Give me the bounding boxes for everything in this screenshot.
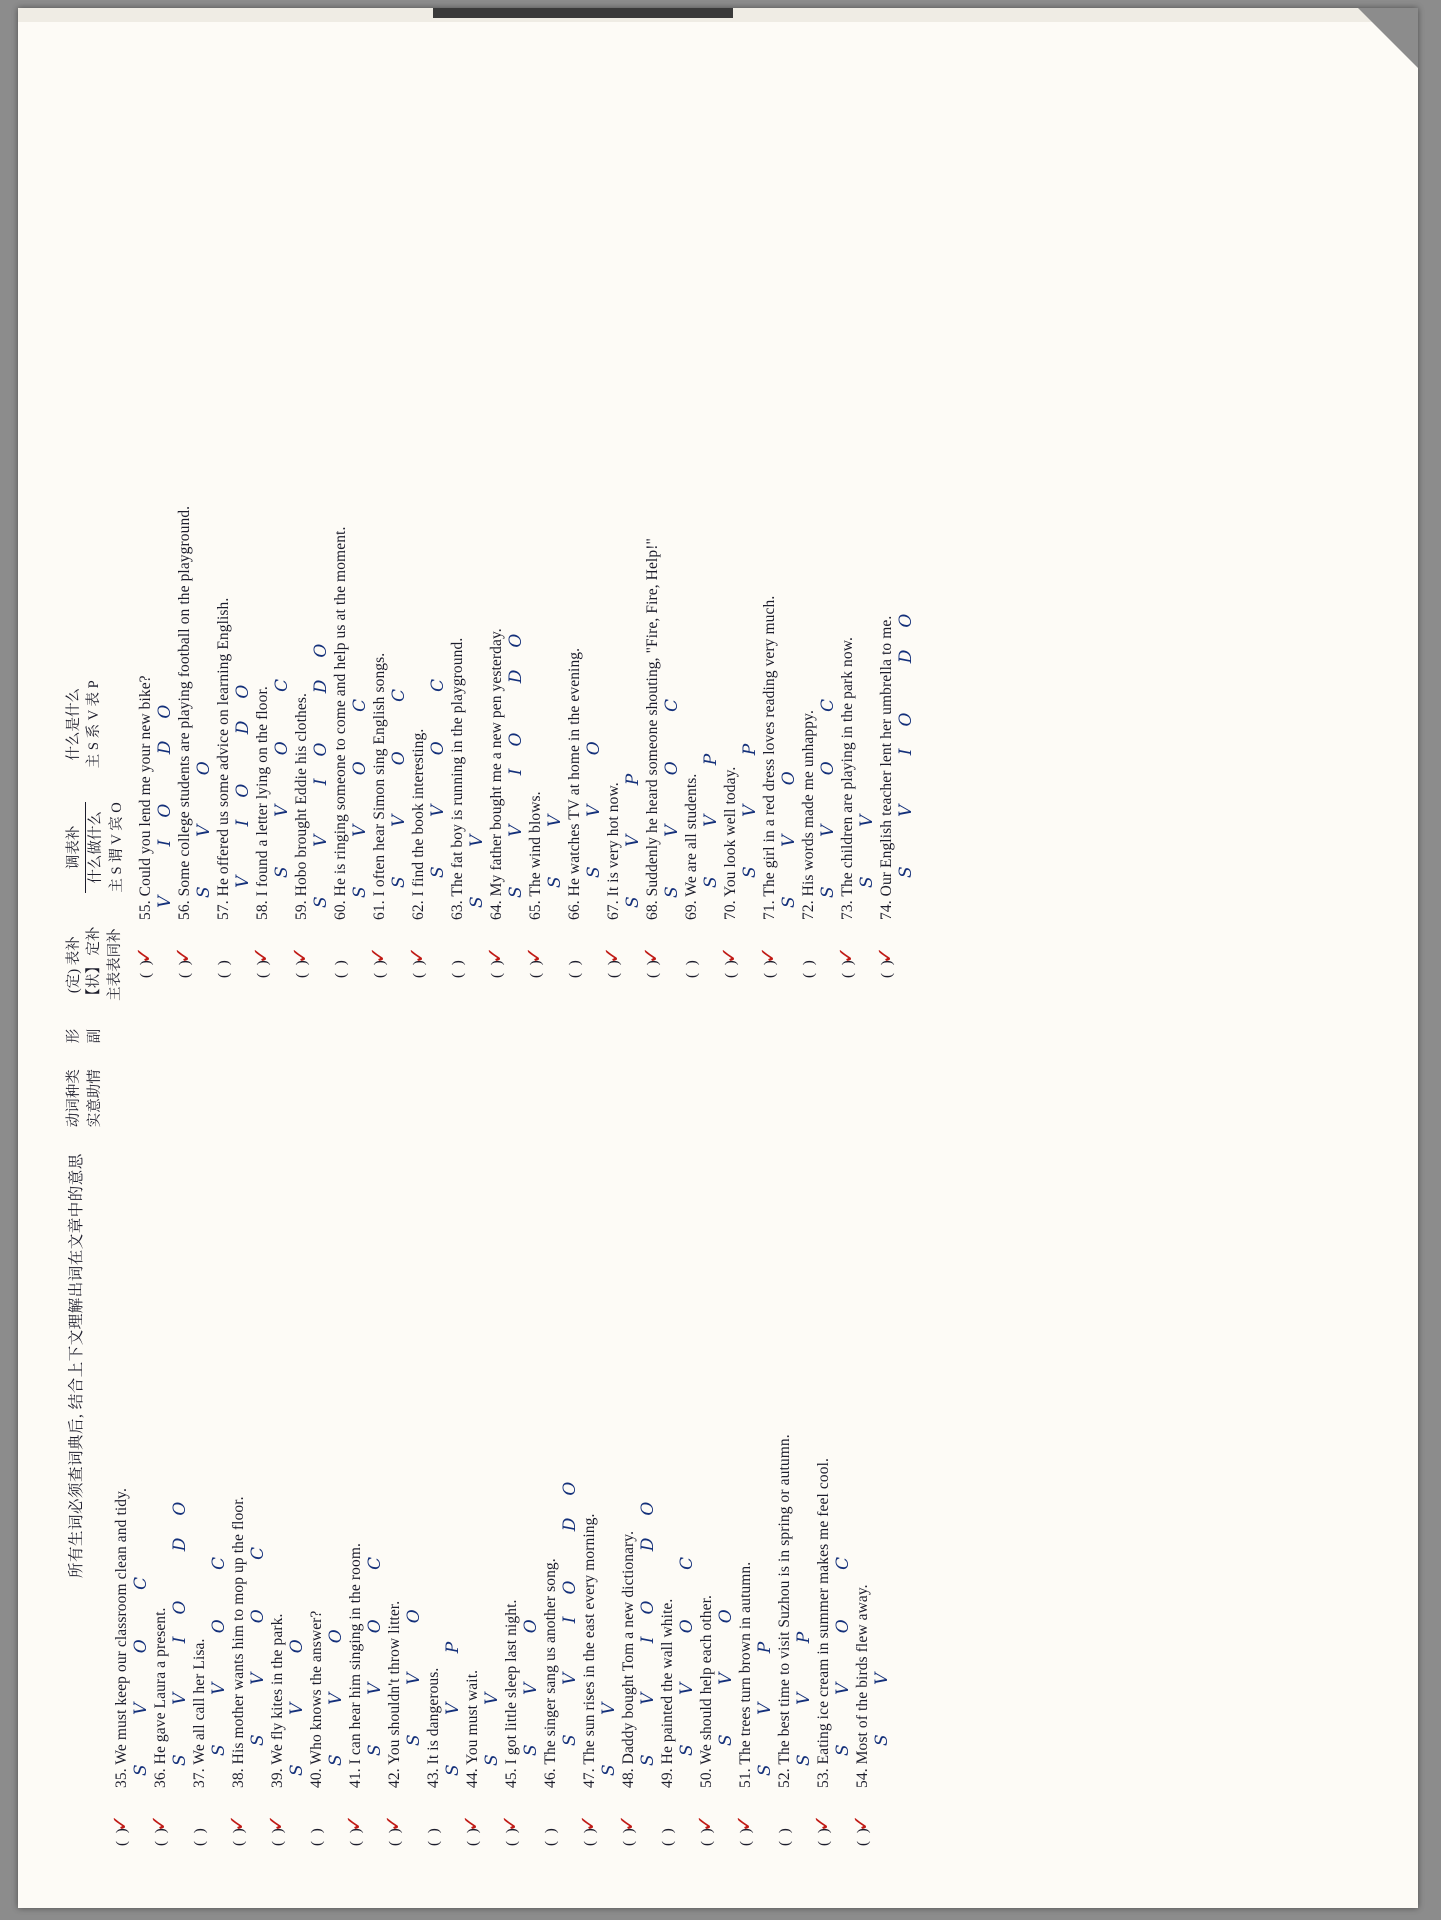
- question-text: 65. The wind blows.: [527, 791, 544, 920]
- red-check-mark-icon: ✓: [171, 946, 195, 964]
- answer-parenthesis[interactable]: ( ): [879, 958, 895, 978]
- red-check-mark-icon: ✓: [756, 946, 780, 964]
- header-category-line-0: 动词种类: [66, 1069, 82, 1128]
- answer-parenthesis[interactable]: ( ): [699, 1826, 715, 1846]
- red-check-mark-icon: ✓: [225, 1814, 249, 1832]
- handwritten-pattern-mark: S V: [599, 1680, 619, 1776]
- red-check-mark-icon: ✓: [342, 1814, 366, 1832]
- question-text: 61. I often hear Simon sing English songs.: [371, 652, 388, 920]
- question-row: [225, 1016, 270, 1846]
- question-text: 62. I find the book interesting.: [410, 728, 427, 920]
- answer-parenthesis[interactable]: ( ): [177, 958, 193, 978]
- question-text: 36. He gave Laura a present.: [152, 1607, 169, 1788]
- question-text: 59. Hobo brought Eddie his clothes.: [293, 693, 310, 920]
- answer-parenthesis[interactable]: ( ): [333, 958, 349, 978]
- handwritten-pattern-mark: S V: [545, 792, 565, 888]
- question-text: 43. It is dangerous.: [425, 1667, 442, 1788]
- red-check-mark-icon: ✓: [264, 1814, 288, 1832]
- handwritten-pattern-mark: S V IO DO: [506, 611, 526, 898]
- answer-parenthesis[interactable]: ( ): [723, 958, 739, 978]
- question-row: [600, 148, 645, 978]
- handwritten-pattern-mark: S V O: [716, 1587, 736, 1746]
- question-text: 49. He painted the wall white.: [659, 1598, 676, 1788]
- red-check-mark-icon: ✓: [873, 946, 897, 964]
- question-row: [366, 148, 411, 978]
- header-category: [64, 1069, 106, 1127]
- question-text: 64. My father bought me a new pen yesterday.: [488, 628, 505, 920]
- handwritten-pattern-mark: S V IO DO: [560, 1459, 580, 1746]
- question-row: [483, 148, 528, 978]
- answer-parenthesis[interactable]: ( ): [684, 958, 700, 978]
- question-text: 48. Daddy bought Tom a new dictionary.: [620, 1530, 637, 1788]
- answer-parenthesis[interactable]: ( ): [777, 1826, 793, 1846]
- handwritten-pattern-mark: S V P: [701, 731, 721, 888]
- header-column-0: [64, 927, 125, 1003]
- question-row: [873, 148, 918, 978]
- red-check-mark-icon: ✓: [693, 1814, 717, 1832]
- question-text: 51. The trees turn brown in autumn.: [737, 1561, 754, 1788]
- red-check-mark-icon: ✓: [381, 1814, 405, 1832]
- answer-parenthesis[interactable]: ( ): [255, 958, 271, 978]
- answer-parenthesis[interactable]: ( ): [348, 1826, 364, 1846]
- question-row: [801, 148, 840, 978]
- question-text: 44. You must wait.: [464, 1669, 481, 1788]
- handwritten-pattern-mark: S V: [482, 1670, 502, 1766]
- answer-parenthesis[interactable]: ( ): [801, 958, 817, 978]
- question-text: 38. His mother wants him to mop up the floor.: [230, 1496, 247, 1788]
- question-row: [450, 148, 489, 978]
- handwritten-pattern-mark: S V O C: [209, 1534, 229, 1756]
- header-col0-line2: 主表表同补: [106, 928, 123, 1001]
- question-text: 56. Some college students are playing football on the playground.: [176, 505, 193, 920]
- red-check-mark-icon: ✓: [639, 946, 663, 964]
- answer-parenthesis[interactable]: ( ): [309, 1826, 325, 1846]
- handwritten-pattern-mark: S V O: [404, 1587, 424, 1746]
- header-col2-line1: 主 S 系 V 表 P: [86, 680, 103, 769]
- question-row: [834, 148, 879, 978]
- answer-parenthesis[interactable]: ( ): [762, 958, 778, 978]
- question-row: [684, 148, 723, 978]
- question-row: [567, 148, 606, 978]
- red-check-mark-icon: ✓: [849, 1814, 873, 1832]
- answer-parenthesis[interactable]: ( ): [582, 1826, 598, 1846]
- question-text: 69. We are all students.: [683, 773, 700, 920]
- answer-parenthesis[interactable]: ( ): [621, 1826, 637, 1846]
- answer-parenthesis[interactable]: ( ): [216, 958, 232, 978]
- handwritten-pattern-mark: S V O: [194, 739, 214, 898]
- answer-parenthesis[interactable]: ( ): [567, 958, 583, 978]
- answer-parenthesis[interactable]: ( ): [543, 1826, 559, 1846]
- header-col2-line0: 什么是什么: [66, 688, 82, 761]
- red-check-mark-icon: ✓: [132, 946, 156, 964]
- question-row: [288, 148, 333, 978]
- question-text: 63. The fat boy is running in the playground.: [449, 637, 466, 920]
- handwritten-pattern-mark: S V: [857, 792, 877, 888]
- question-text: 54. Most of the birds flew away.: [854, 1584, 871, 1788]
- red-check-mark-icon: ✓: [288, 946, 312, 964]
- handwritten-pattern-mark: S V P: [443, 1619, 463, 1776]
- question-text: 72. His words made me unhappy.: [800, 710, 817, 920]
- answer-parenthesis[interactable]: ( ): [660, 1826, 676, 1846]
- header-col0-line0: (定) 表补: [66, 936, 82, 994]
- handwritten-pattern-mark: V IO DO: [155, 682, 175, 908]
- questions-left-column: [108, 1016, 894, 1846]
- handwritten-pattern-mark: S V IO DO: [311, 621, 331, 908]
- question-row: [333, 148, 372, 978]
- question-text: 55. Could you lend me your new bike?: [137, 675, 154, 920]
- handwritten-pattern-mark: S V P: [740, 721, 760, 878]
- question-row: [849, 1016, 894, 1846]
- red-check-mark-icon: ✓: [366, 946, 390, 964]
- header-category-line-3: 副: [87, 1028, 104, 1044]
- answer-parenthesis[interactable]: ( ): [372, 958, 388, 978]
- header-col0-line1: 【状】 定补: [86, 926, 103, 1003]
- question-text: 71. The girl in a red dress loves reading very much.: [761, 595, 778, 920]
- question-text: 50. We should help each other.: [698, 1594, 715, 1788]
- handwritten-pattern-mark: S V O C: [248, 1524, 268, 1746]
- header-note: 所有生词必须查词典后, 结合上下文理解出词在文章中的意思: [68, 1153, 85, 1578]
- handwritten-pattern-mark: S V O: [326, 1607, 346, 1766]
- question-row: [147, 1016, 192, 1846]
- question-text: 45. I got little sleep last night.: [503, 1599, 520, 1788]
- question-row: [522, 148, 567, 978]
- question-text: 66. He watches TV at home in the evening.: [566, 647, 583, 920]
- question-text: 40. Who knows the answer?: [308, 1610, 325, 1788]
- handwritten-pattern-mark: S V O C: [365, 1534, 385, 1756]
- answer-parenthesis[interactable]: ( ): [138, 958, 154, 978]
- rotated-content: [18, 8, 1418, 1908]
- handwritten-pattern-mark: S V: [467, 812, 487, 908]
- handwritten-pattern-mark: S V O C: [818, 676, 838, 898]
- answer-parenthesis[interactable]: ( ): [411, 958, 427, 978]
- handwritten-pattern-mark: S V O C: [272, 656, 292, 878]
- question-text: 41. I can hear him singing in the room.: [347, 1543, 364, 1788]
- handwritten-pattern-mark: S V O C: [131, 1554, 151, 1776]
- question-row: [459, 1016, 504, 1846]
- question-row: [810, 1016, 855, 1846]
- handwritten-pattern-mark: S V IO DO: [896, 591, 916, 878]
- question-text: 39. We fly kites in the park.: [269, 1613, 286, 1788]
- red-check-mark-icon: ✓: [108, 1814, 132, 1832]
- question-row: [693, 1016, 738, 1846]
- question-row: [777, 1016, 816, 1846]
- handwritten-pattern-mark: S V IO DO: [638, 1479, 658, 1766]
- question-row: [309, 1016, 348, 1846]
- header-category-right: [64, 1029, 106, 1044]
- question-text: 52. The best time to visit Suzhou is in spring or autumn.: [776, 1434, 793, 1788]
- answer-parenthesis[interactable]: ( ): [294, 958, 310, 978]
- question-text: 35. We must keep our classroom clean and tidy.: [113, 1488, 130, 1788]
- question-text: 53. Eating ice cream in summer makes me feel cool.: [815, 1458, 832, 1788]
- handwritten-pattern-mark: S V O C: [662, 676, 682, 898]
- question-row: [576, 1016, 621, 1846]
- question-row: [171, 148, 216, 978]
- answer-parenthesis[interactable]: ( ): [450, 958, 466, 978]
- question-text: 57. He offered us some advice on learning English.: [215, 597, 232, 920]
- handwritten-pattern-mark: S V P: [623, 751, 643, 908]
- question-row: [132, 148, 177, 978]
- question-row: [264, 1016, 309, 1846]
- handwritten-pattern-mark: S V P: [794, 1609, 814, 1766]
- red-check-mark-icon: ✓: [498, 1814, 522, 1832]
- question-row: [108, 1016, 153, 1846]
- questions-right-column: [132, 148, 918, 978]
- header-columns: [64, 680, 127, 1002]
- handwritten-pattern-mark: S V O C: [833, 1534, 853, 1756]
- red-check-mark-icon: ✓: [834, 946, 858, 964]
- handwritten-pattern-mark: S V O: [287, 1617, 307, 1776]
- question-row: [342, 1016, 387, 1846]
- answer-parenthesis[interactable]: ( ): [489, 958, 505, 978]
- red-check-mark-icon: ✓: [615, 1814, 639, 1832]
- red-check-mark-icon: ✓: [732, 1814, 756, 1832]
- answer-parenthesis[interactable]: ( ): [465, 1826, 481, 1846]
- question-row: [381, 1016, 426, 1846]
- answer-parenthesis[interactable]: ( ): [855, 1826, 871, 1846]
- question-text: 58. I found a letter lying on the floor.: [254, 686, 271, 920]
- handwritten-pattern-mark: S V O C: [428, 656, 448, 878]
- answer-parenthesis[interactable]: ( ): [504, 1826, 520, 1846]
- answer-parenthesis[interactable]: ( ): [231, 1826, 247, 1846]
- question-text: 60. He is ringing someone to come and help us at the moment.: [332, 526, 349, 920]
- question-text: 73. The children are playing in the park now.: [839, 637, 856, 920]
- header-col1-line0: 调表补: [64, 802, 86, 892]
- question-row: [639, 148, 684, 978]
- answer-parenthesis[interactable]: ( ): [606, 958, 622, 978]
- question-text: 47. The sun rises in the east every morning.: [581, 1513, 598, 1788]
- red-check-mark-icon: ✓: [459, 1814, 483, 1832]
- question-text: 46. The singer sang us another song.: [542, 1558, 559, 1788]
- question-text: 67. It is very hot now.: [605, 782, 622, 920]
- question-text: 74. Our English teacher lent her umbrella to me.: [878, 615, 895, 920]
- red-check-mark-icon: ✓: [147, 1814, 171, 1832]
- header-column-2: [64, 680, 105, 768]
- red-check-mark-icon: ✓: [249, 946, 273, 964]
- question-row: [732, 1016, 777, 1846]
- question-row: [192, 1016, 231, 1846]
- question-row: [660, 1016, 699, 1846]
- question-row: [249, 148, 294, 978]
- header-category-line-2: 形: [66, 1028, 82, 1044]
- answer-parenthesis[interactable]: ( ): [192, 1826, 208, 1846]
- header-col1-line2: 主 S 谓 V 宾 O: [108, 802, 125, 893]
- answer-parenthesis[interactable]: ( ): [153, 1826, 169, 1846]
- handwritten-pattern-mark: V IO DO: [233, 662, 253, 888]
- answer-parenthesis[interactable]: ( ): [270, 1826, 286, 1846]
- red-check-mark-icon: ✓: [522, 946, 546, 964]
- answer-parenthesis[interactable]: ( ): [645, 958, 661, 978]
- question-row: [615, 1016, 660, 1846]
- question-text: 70. You look well today.: [722, 766, 739, 920]
- question-row: [717, 148, 762, 978]
- red-check-mark-icon: ✓: [717, 946, 741, 964]
- handwritten-pattern-mark: S V O C: [350, 676, 370, 898]
- question-text: 37. We all call her Lisa.: [191, 1638, 208, 1788]
- question-row: [498, 1016, 543, 1846]
- answer-parenthesis[interactable]: ( ): [840, 958, 856, 978]
- handwritten-pattern-mark: S V O: [584, 719, 604, 878]
- handwritten-pattern-mark: S V: [872, 1650, 892, 1746]
- handwritten-pattern-mark: S V O C: [677, 1534, 697, 1756]
- header-category-line-1: 实意助情: [87, 1069, 104, 1128]
- red-check-mark-icon: ✓: [483, 946, 507, 964]
- header-column-1: [64, 802, 127, 892]
- question-text: 42. You shouldn't throw litter.: [386, 1600, 403, 1788]
- question-row: [216, 148, 255, 978]
- question-row: [756, 148, 801, 978]
- page-corner: [1358, 8, 1418, 68]
- red-check-mark-icon: ✓: [810, 1814, 834, 1832]
- red-check-mark-icon: ✓: [576, 1814, 600, 1832]
- question-row: [405, 148, 450, 978]
- answer-parenthesis[interactable]: ( ): [114, 1826, 130, 1846]
- answer-parenthesis[interactable]: ( ): [528, 958, 544, 978]
- answer-parenthesis[interactable]: ( ): [387, 1826, 403, 1846]
- paper-sheet: [18, 8, 1418, 1908]
- answer-parenthesis[interactable]: ( ): [426, 1826, 442, 1846]
- question-text: 68. Suddenly he heard someone shouting, "Fire, Fire, Help!": [644, 538, 661, 920]
- handwritten-pattern-mark: S V IO DO: [170, 1479, 190, 1766]
- handwritten-pattern-mark: S V O: [521, 1597, 541, 1756]
- red-check-mark-icon: ✓: [405, 946, 429, 964]
- question-row: [426, 1016, 465, 1846]
- question-row: [543, 1016, 582, 1846]
- handwritten-pattern-mark: S V O: [779, 749, 799, 908]
- handwritten-pattern-mark: S V O C: [389, 666, 409, 888]
- red-check-mark-icon: ✓: [600, 946, 624, 964]
- answer-parenthesis[interactable]: ( ): [816, 1826, 832, 1846]
- header-col1-line1: 什么做什么: [88, 811, 105, 884]
- answer-parenthesis[interactable]: ( ): [738, 1826, 754, 1846]
- handwritten-pattern-mark: S V P: [755, 1619, 775, 1776]
